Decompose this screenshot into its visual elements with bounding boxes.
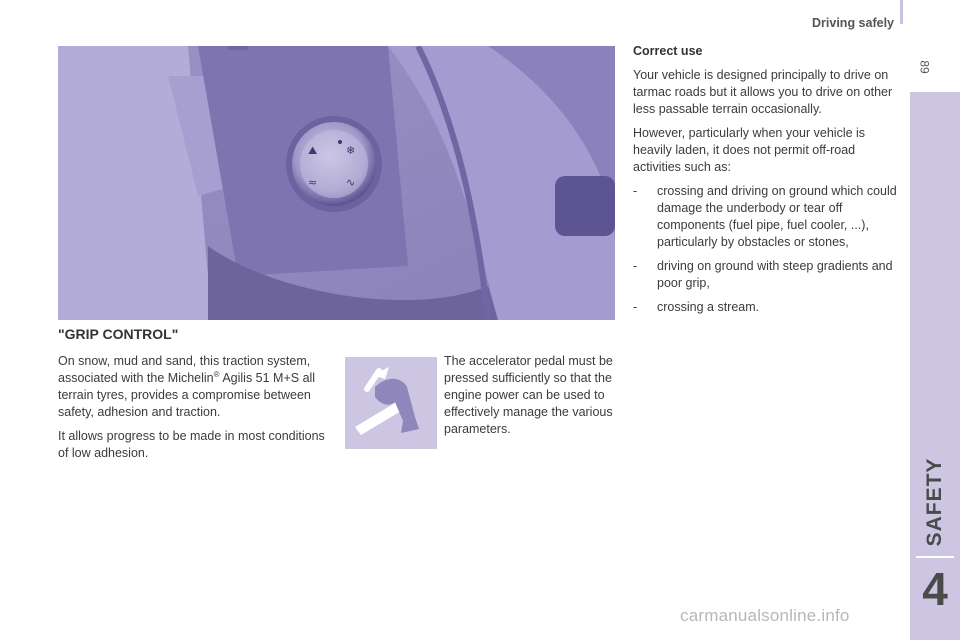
list-item-text: crossing a stream.	[657, 300, 760, 314]
side-tab	[910, 92, 960, 640]
list-item	[633, 183, 905, 251]
off-road-activities-list	[633, 183, 905, 316]
grip-control-text	[58, 353, 326, 469]
page-number: 89	[917, 60, 932, 74]
correct-use-title: Correct use	[633, 44, 703, 58]
header-title: Driving safely	[812, 16, 894, 30]
svg-text:∿: ∿	[346, 176, 356, 189]
svg-text:❄: ❄	[346, 144, 356, 157]
watermark: carmanualsonline.info	[680, 606, 850, 625]
registered-mark: ®	[213, 369, 220, 379]
list-item-text: crossing and driving on ground which could damage the underbody or tear off components (fuel pipe, fuel cooler, ...), particularly by obstacles or stones,	[657, 184, 897, 249]
list-dash: -	[633, 184, 638, 198]
dashboard-illustration	[58, 46, 615, 320]
svg-text:≈: ≈	[308, 176, 318, 189]
list-dash: -	[633, 259, 638, 273]
list-item	[633, 258, 905, 292]
grip-control-photo	[58, 46, 615, 320]
accelerator-pedal-illustration	[345, 357, 437, 449]
section-title: "GRIP CONTROL"	[58, 326, 179, 342]
correct-use-paragraph-1: Your vehicle is designed principally to drive on tarmac roads but it allows you to drive on other less passable terrain occasionally.	[633, 68, 893, 116]
list-item	[633, 299, 905, 316]
header-rule	[900, 0, 903, 24]
grip-control-paragraph-1	[58, 353, 326, 421]
paragraph-text: Agilis 51 M+S all terrain tyres, provides a compromise between safety, adhesion and traction.	[58, 371, 316, 419]
svg-text:⛰: ⛰	[308, 144, 318, 157]
foot-pedal-icon	[345, 357, 437, 449]
correct-use-paragraph-2: However, particularly when your vehicle is heavily laden, it does not permit off-road activities such as:	[633, 126, 866, 174]
list-item-text: driving on ground with steep gradients and poor grip,	[657, 259, 893, 290]
correct-use-section	[633, 43, 905, 323]
pedal-note-text: The accelerator pedal must be pressed sufficiently so that the engine power can be used to effectively manage the various parameters.	[444, 354, 613, 436]
side-tab-divider	[916, 556, 954, 558]
list-dash: -	[633, 300, 638, 314]
paragraph-text: On snow, mud and sand, this traction system, associated with the Michelin	[58, 354, 311, 385]
pedal-note	[444, 353, 616, 438]
chapter-number: 4	[922, 563, 948, 615]
grip-control-paragraph-2: It allows progress to be made in most conditions of low adhesion.	[58, 429, 325, 460]
side-tab-label: SAFETY	[923, 457, 946, 547]
